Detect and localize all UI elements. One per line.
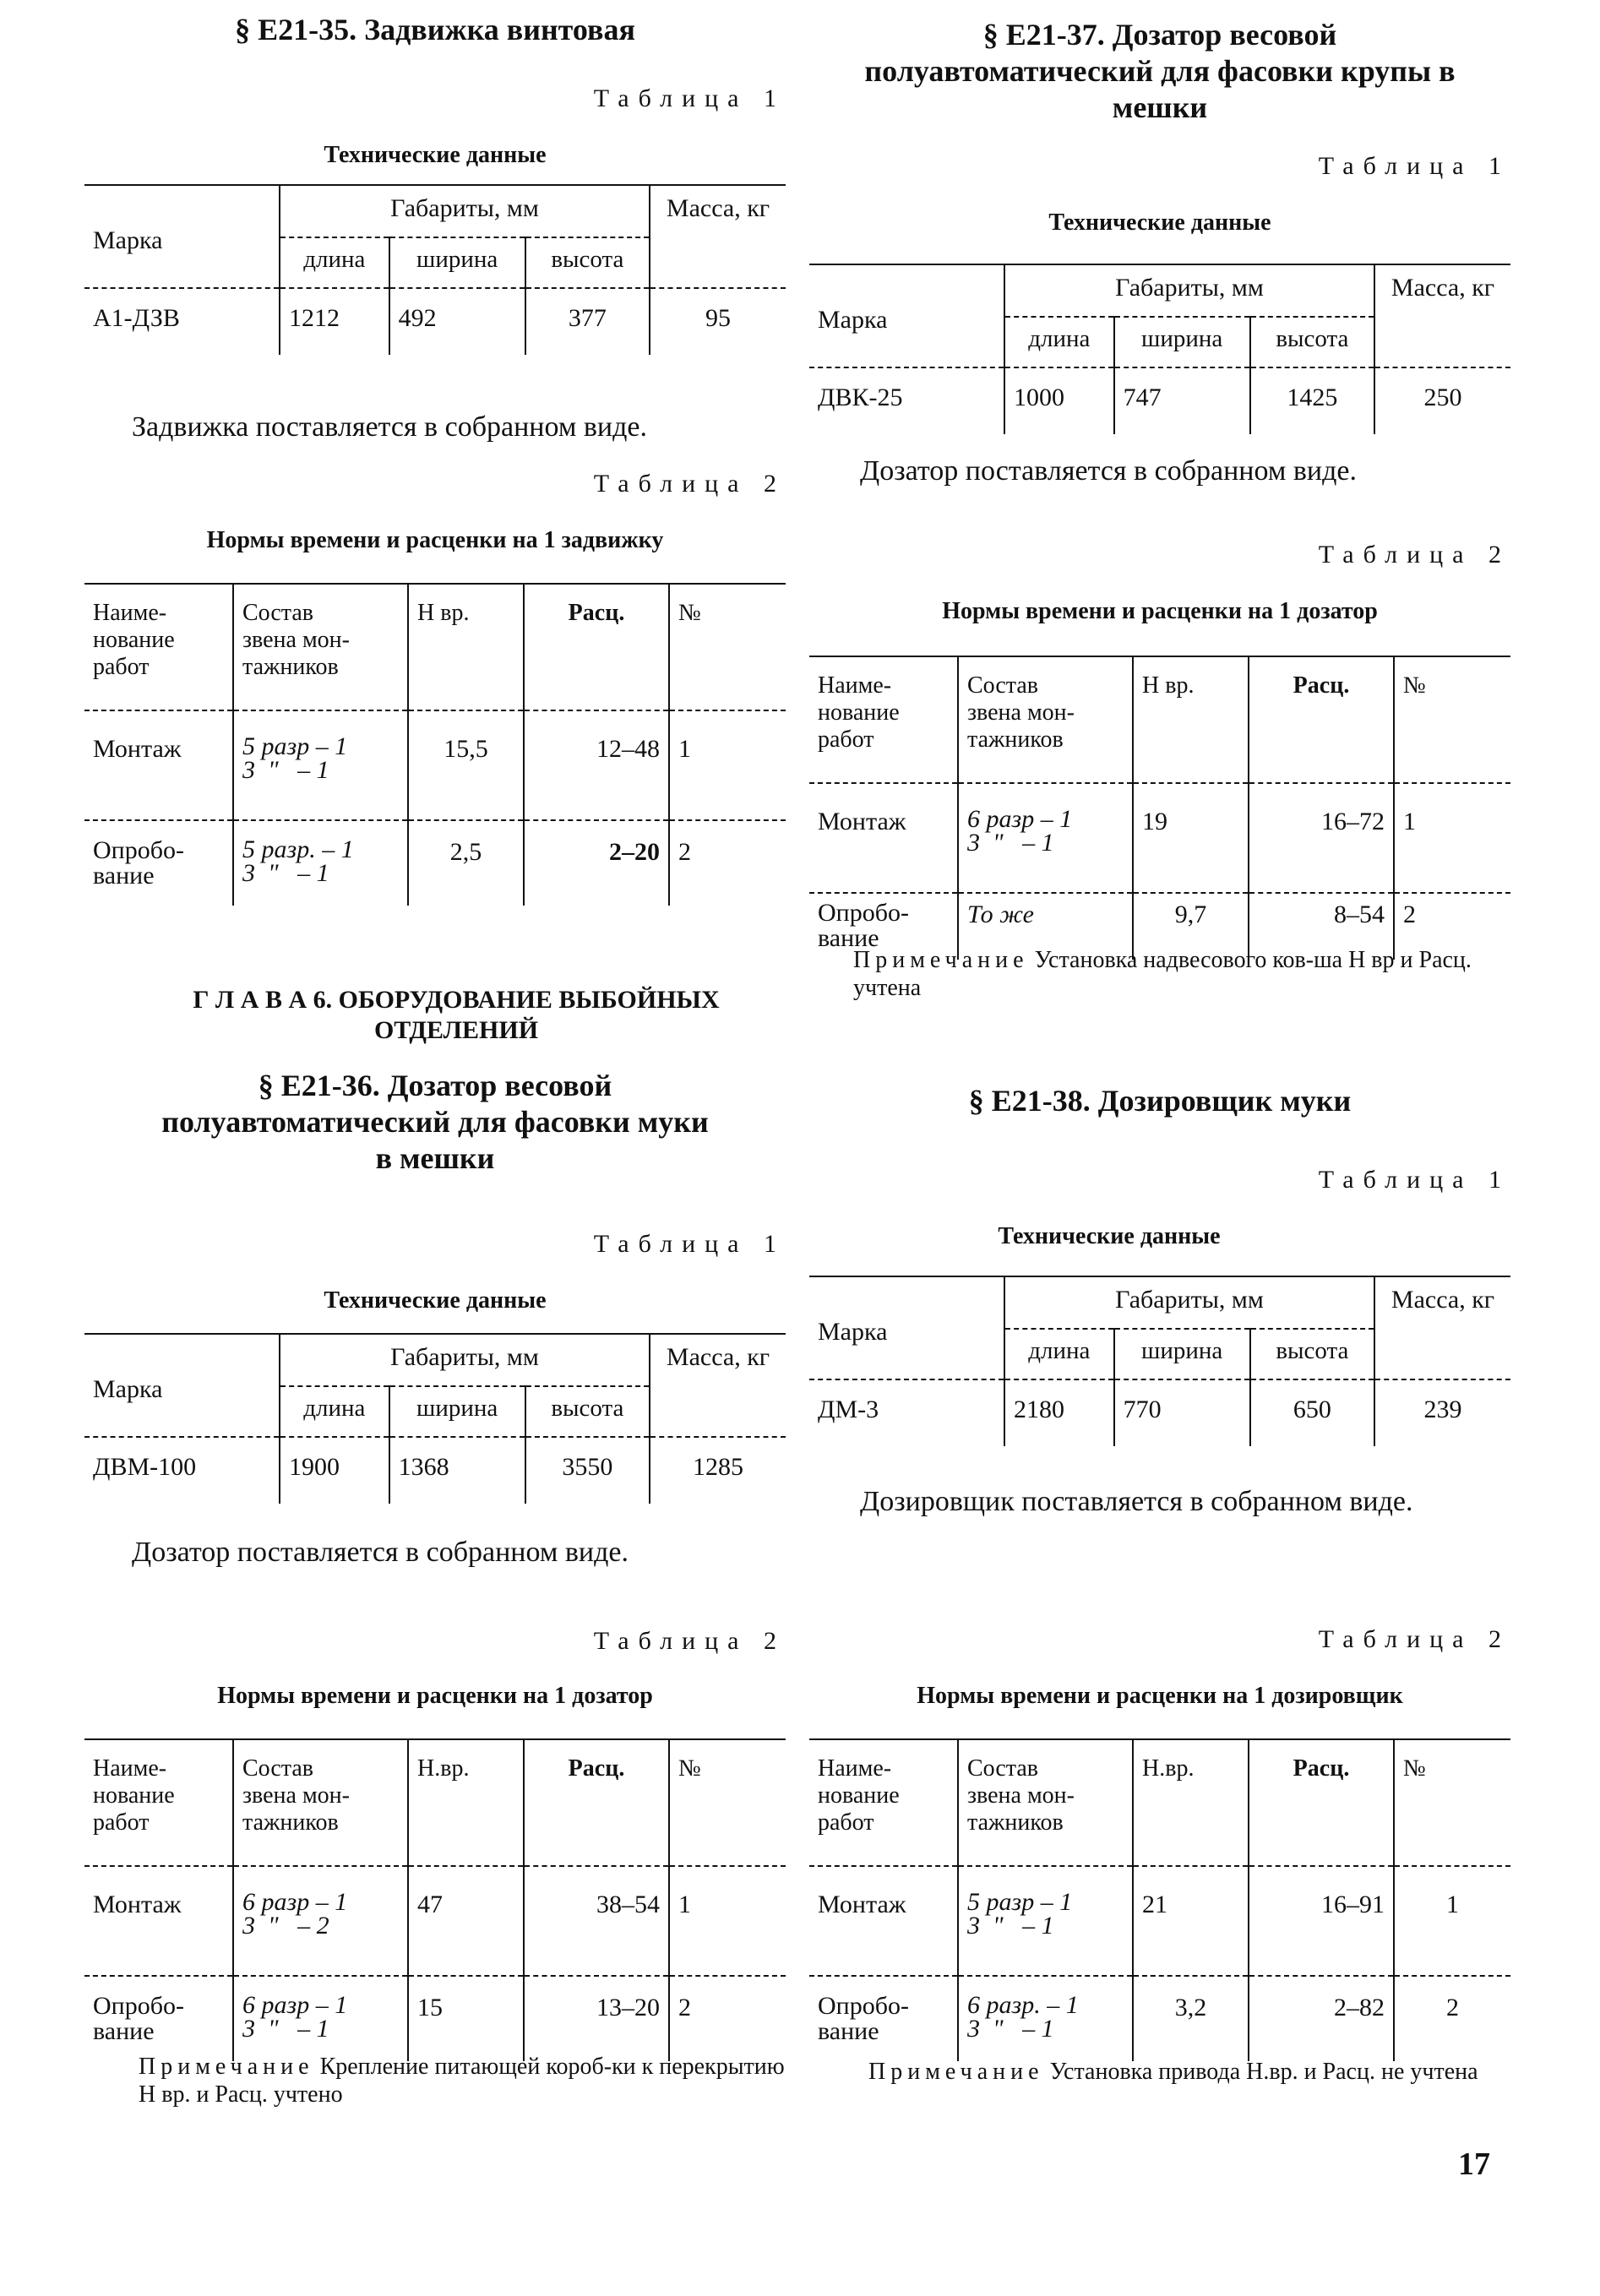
- massa-cell: 250: [1374, 367, 1510, 434]
- work-name: Монтаж: [809, 1866, 958, 1976]
- name-header: Наиме- нование работ: [84, 584, 233, 710]
- row-number: 2: [669, 820, 786, 906]
- table-label: Таблица 2: [1318, 541, 1510, 569]
- table-label: Таблица 2: [593, 1627, 786, 1655]
- row-number: 2: [669, 1976, 786, 2061]
- nvr-value: 15,5: [408, 710, 524, 820]
- chapter-title: Г Л А В А 6. ОБОРУДОВАНИЕ ВЫБОЙНЫХ ОТДЕЛЕНИЙ: [193, 986, 720, 1044]
- section-title: § Е21-36. Дозатор весовой полуавтоматический для фасовки муки в мешки: [161, 1069, 709, 1175]
- section-title: § Е21-35. Задвижка винтовая: [235, 13, 635, 46]
- name-header: Наиме- нование работ: [809, 656, 958, 783]
- shirina-header: ширина: [389, 1386, 525, 1437]
- work-name: Монтаж: [84, 1866, 233, 1976]
- table-caption: Нормы времени и расценки на 1 задвижку: [206, 527, 664, 553]
- work-name: Опробо- вание: [809, 893, 958, 960]
- dlina-cell: 1212: [280, 288, 389, 355]
- table-label: Таблица 2: [1318, 1625, 1510, 1653]
- paragraph: Задвижка поставляется в собранном виде.: [132, 411, 647, 443]
- vysota-cell: 377: [525, 288, 650, 355]
- norms-table: [809, 1738, 1510, 2061]
- table-caption: Нормы времени и расценки на 1 дозатор: [942, 598, 1378, 624]
- vysota-header: высота: [525, 1386, 650, 1437]
- crew: 5 разр – 1 3 " – 1: [958, 1866, 1133, 1976]
- norms-table: [809, 656, 1510, 960]
- table-caption: Технические данные: [998, 1223, 1221, 1249]
- note-word: Примечание: [139, 2054, 314, 2080]
- crew: 6 разр. – 1 3 " – 1: [958, 1976, 1133, 2061]
- table-caption: Технические данные: [324, 142, 547, 168]
- no-header: №: [669, 584, 786, 710]
- table-caption: Нормы времени и расценки на 1 дозатор: [217, 1683, 653, 1709]
- work-name: Монтаж: [84, 710, 233, 820]
- sostav-header: Состав звена мон- тажников: [958, 1739, 1133, 1866]
- table-label: Таблица 1: [1318, 1166, 1510, 1194]
- rasc-value: 12–48: [524, 710, 669, 820]
- table-label: Таблица 1: [1318, 152, 1510, 180]
- rasc-value: 2–20: [524, 820, 669, 906]
- work-name: Опробо- вание: [84, 820, 233, 906]
- gabarity-header: Габариты, мм: [1004, 264, 1374, 317]
- paragraph: Дозировщик поставляется в собранном виде.: [860, 1486, 1413, 1517]
- table-caption: Технические данные: [324, 1287, 547, 1314]
- rasc-value: 8–54: [1249, 893, 1394, 960]
- norms-table: [84, 1738, 786, 2061]
- sostav-header: Состав звена мон- тажников: [958, 656, 1133, 783]
- dlina-header: длина: [1004, 1329, 1114, 1379]
- shirina-header: ширина: [389, 237, 525, 288]
- tech-table: [84, 184, 786, 355]
- marka-header: Марка: [84, 1334, 280, 1437]
- vysota-header: высота: [525, 237, 650, 288]
- marka-cell: ДМ-3: [809, 1379, 1004, 1446]
- nvr-value: 47: [408, 1866, 524, 1976]
- gabarity-header: Габариты, мм: [280, 185, 650, 237]
- rasc-value: 16–72: [1249, 783, 1394, 893]
- row-number: 2: [1394, 893, 1510, 960]
- row-number: 1: [669, 1866, 786, 1976]
- no-header: №: [1394, 1739, 1510, 1866]
- name-header: Наиме- нование работ: [84, 1739, 233, 1866]
- nvr-header: Н вр.: [408, 584, 524, 710]
- work-name: Опробо- вание: [84, 1976, 233, 2061]
- table-note: [868, 2058, 1510, 2086]
- nvr-value: 19: [1133, 783, 1249, 893]
- table-caption: Технические данные: [1048, 209, 1271, 236]
- note-text: Установка привода Н.вр. и Расц. не учтена: [1049, 2059, 1478, 2085]
- nvr-value: 21: [1133, 1866, 1249, 1976]
- tech-table: [809, 1276, 1510, 1446]
- nvr-value: 3,2: [1133, 1976, 1249, 2061]
- massa-cell: 1285: [650, 1437, 786, 1504]
- dlina-header: длина: [280, 237, 389, 288]
- row-number: 1: [669, 710, 786, 820]
- sostav-header: Состав звена мон- тажников: [233, 1739, 408, 1866]
- table-note: [139, 2053, 786, 2108]
- marka-header: Марка: [809, 264, 1004, 367]
- table-label: Таблица 1: [593, 84, 786, 112]
- rasc-header: Расц.: [1249, 656, 1394, 783]
- nvr-value: 9,7: [1133, 893, 1249, 960]
- table-note: [853, 946, 1510, 1002]
- row-number: 2: [1394, 1976, 1510, 2061]
- table-label: Таблица 2: [593, 470, 786, 498]
- nvr-value: 2,5: [408, 820, 524, 906]
- work-name: Опробо- вание: [809, 1976, 958, 2061]
- gabarity-header: Габариты, мм: [1004, 1276, 1374, 1329]
- massa-header: Масса, кг: [650, 185, 786, 288]
- paragraph: Дозатор поставляется в собранном виде.: [860, 455, 1357, 487]
- rasc-value: 38–54: [524, 1866, 669, 1976]
- tech-table: [84, 1333, 786, 1504]
- crew: 6 разр – 1 3 " – 1: [233, 1976, 408, 2061]
- vysota-cell: 1425: [1250, 367, 1374, 434]
- dlina-cell: 2180: [1004, 1379, 1114, 1446]
- table-label: Таблица 1: [593, 1230, 786, 1258]
- marka-header: Марка: [84, 185, 280, 288]
- row-number: 1: [1394, 783, 1510, 893]
- row-number: 1: [1394, 1866, 1510, 1976]
- note-word: Примечание: [853, 947, 1029, 973]
- tech-table: [809, 264, 1510, 434]
- dlina-header: длина: [280, 1386, 389, 1437]
- note-text: Крепление питающей короб-ки к перекрытию Н вр. и Расц. учтено: [139, 2054, 785, 2108]
- crew: То же: [958, 893, 1133, 960]
- nvr-header: Н.вр.: [1133, 1739, 1249, 1866]
- marka-cell: А1-ДЗВ: [84, 288, 280, 355]
- section-title: § Е21-38. Дозировщик муки: [968, 1084, 1352, 1118]
- massa-header: Масса, кг: [1374, 264, 1510, 367]
- marka-header: Марка: [809, 1276, 1004, 1379]
- dlina-cell: 1900: [280, 1437, 389, 1504]
- crew: 6 разр – 1 3 " – 1: [958, 783, 1133, 893]
- rasc-header: Расц.: [1249, 1739, 1394, 1866]
- name-header: Наиме- нование работ: [809, 1739, 958, 1866]
- marka-cell: ДВМ-100: [84, 1437, 280, 1504]
- marka-cell: ДВК-25: [809, 367, 1004, 434]
- shirina-cell: 747: [1114, 367, 1250, 434]
- shirina-cell: 1368: [389, 1437, 525, 1504]
- shirina-header: ширина: [1114, 317, 1250, 367]
- rasc-header: Расц.: [524, 1739, 669, 1866]
- nvr-header: Н вр.: [1133, 656, 1249, 783]
- page-number: 17: [1458, 2146, 1490, 2182]
- norms-table: [84, 583, 786, 906]
- no-header: №: [1394, 656, 1510, 783]
- rasc-value: 2–82: [1249, 1976, 1394, 2061]
- rasc-header: Расц.: [524, 584, 669, 710]
- shirina-header: ширина: [1114, 1329, 1250, 1379]
- rasc-value: 16–91: [1249, 1866, 1394, 1976]
- dlina-cell: 1000: [1004, 367, 1114, 434]
- dlina-header: длина: [1004, 317, 1114, 367]
- vysota-cell: 3550: [525, 1437, 650, 1504]
- crew: 6 разр – 1 3 " – 2: [233, 1866, 408, 1976]
- gabarity-header: Габариты, мм: [280, 1334, 650, 1386]
- paragraph: Дозатор поставляется в собранном виде.: [132, 1537, 629, 1568]
- section-title: § Е21-37. Дозатор весовой полуавтоматический для фасовки крупы в мешки: [864, 18, 1456, 124]
- nvr-header: Н.вр.: [408, 1739, 524, 1866]
- nvr-value: 15: [408, 1976, 524, 2061]
- sostav-header: Состав звена мон- тажников: [233, 584, 408, 710]
- crew: 5 разр. – 1 3 " – 1: [233, 820, 408, 906]
- crew: 5 разр – 1 3 " – 1: [233, 710, 408, 820]
- shirina-cell: 770: [1114, 1379, 1250, 1446]
- massa-cell: 239: [1374, 1379, 1510, 1446]
- work-name: Монтаж: [809, 783, 958, 893]
- vysota-header: высота: [1250, 317, 1374, 367]
- massa-header: Масса, кг: [650, 1334, 786, 1437]
- shirina-cell: 492: [389, 288, 525, 355]
- table-caption: Нормы времени и расценки на 1 дозировщик: [917, 1683, 1403, 1709]
- rasc-value: 13–20: [524, 1976, 669, 2061]
- note-text: Установка надвесового ков-ша Н вр и Расц. учтена: [853, 947, 1472, 1001]
- note-word: Примечание: [868, 2059, 1044, 2085]
- massa-header: Масса, кг: [1374, 1276, 1510, 1379]
- vysota-header: высота: [1250, 1329, 1374, 1379]
- massa-cell: 95: [650, 288, 786, 355]
- no-header: №: [669, 1739, 786, 1866]
- vysota-cell: 650: [1250, 1379, 1374, 1446]
